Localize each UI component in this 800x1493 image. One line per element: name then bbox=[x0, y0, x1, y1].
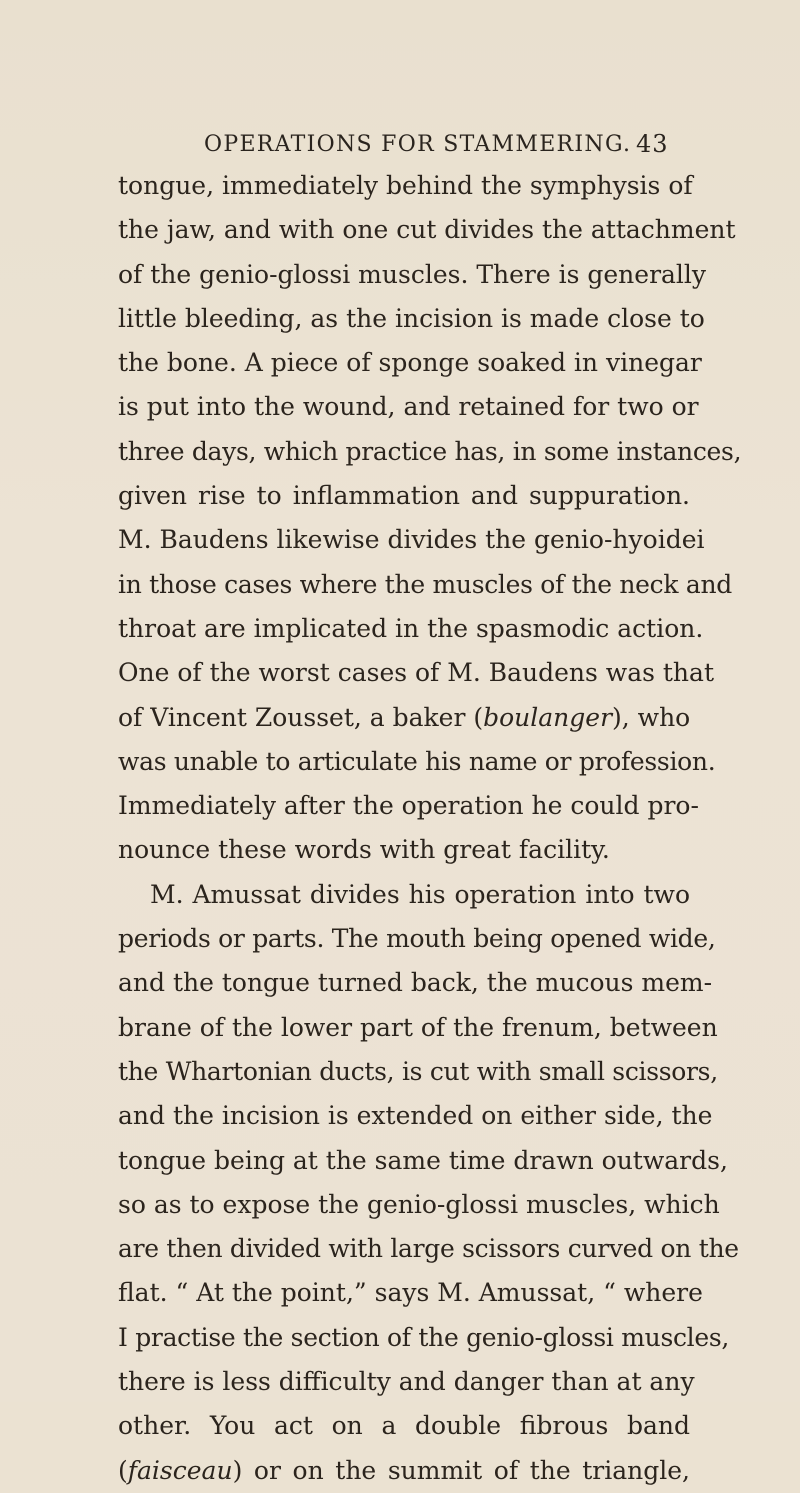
text-line: brane of the lower part of the frenum, between bbox=[118, 1012, 718, 1042]
text-line: given rise to inflammation and suppuration. bbox=[118, 481, 690, 511]
text-line: the jaw, and with one cut divides the attachment bbox=[118, 215, 736, 245]
text-line-part: of Vincent Zousset, a baker (boulanger), who bbox=[118, 702, 691, 732]
running-head bbox=[204, 128, 684, 164]
text-line: flat. “ At the point,” says M. Amussat, “ where bbox=[118, 1278, 703, 1308]
text-line: there is less difficulty and danger than at any bbox=[118, 1367, 695, 1397]
text-line: Immediately after the operation he could pro- bbox=[118, 791, 699, 821]
italic-term: boulanger bbox=[483, 702, 613, 732]
text-line: nounce these words with great facility. bbox=[118, 835, 610, 865]
text-line: little bleeding, as the incision is made close to bbox=[118, 303, 705, 333]
text-line: the bone. A piece of sponge soaked in vinegar bbox=[118, 348, 702, 378]
italic-term: faisceau bbox=[127, 1455, 233, 1485]
text-line: tongue, immediately behind the symphysis of bbox=[118, 171, 693, 200]
text-line: tongue being at the same time drawn outwards, bbox=[118, 1145, 728, 1175]
text-line: and the tongue turned back, the mucous mem- bbox=[118, 968, 713, 998]
page-number: 43 bbox=[636, 130, 669, 158]
text-line: three days, which practice has, in some instances, bbox=[118, 436, 742, 466]
text-line: in those cases where the muscles of the neck and bbox=[118, 569, 732, 599]
text-line: was unable to articulate his name or profession. bbox=[118, 746, 716, 776]
text-line: One of the worst cases of M. Baudens was that bbox=[118, 658, 714, 688]
text-line: is put into the wound, and retained for two or bbox=[118, 392, 699, 422]
text-line: are then divided with large scissors curved on the bbox=[118, 1234, 739, 1264]
text-line: periods or parts. The mouth being opened wide, bbox=[118, 924, 716, 954]
running-title: OPERATIONS FOR STAMMERING. bbox=[204, 132, 632, 157]
text-line: the Whartonian ducts, is cut with small scissors, bbox=[118, 1056, 718, 1086]
text-line: M. Baudens likewise divides the genio-hyoidei bbox=[118, 525, 705, 555]
text-line: I practise the section of the genio-glossi muscles, bbox=[118, 1322, 730, 1352]
text-line: throat are implicated in the spasmodic action. bbox=[118, 613, 704, 643]
text-line: so as to expose the genio-glossi muscles, which bbox=[118, 1189, 720, 1219]
text-line: other. You act on a double fibrous band bbox=[118, 1411, 690, 1441]
body-text bbox=[118, 164, 742, 1493]
text-line: and the incision is extended on either side, the bbox=[118, 1101, 713, 1131]
text-line: M. Amussat divides his operation into two bbox=[150, 879, 690, 909]
text-line bbox=[118, 696, 690, 740]
text-line: of the genio-glossi muscles. There is generally bbox=[118, 259, 707, 289]
text-line: (faisceau) or on the summit of the triangle, bbox=[118, 1455, 690, 1485]
